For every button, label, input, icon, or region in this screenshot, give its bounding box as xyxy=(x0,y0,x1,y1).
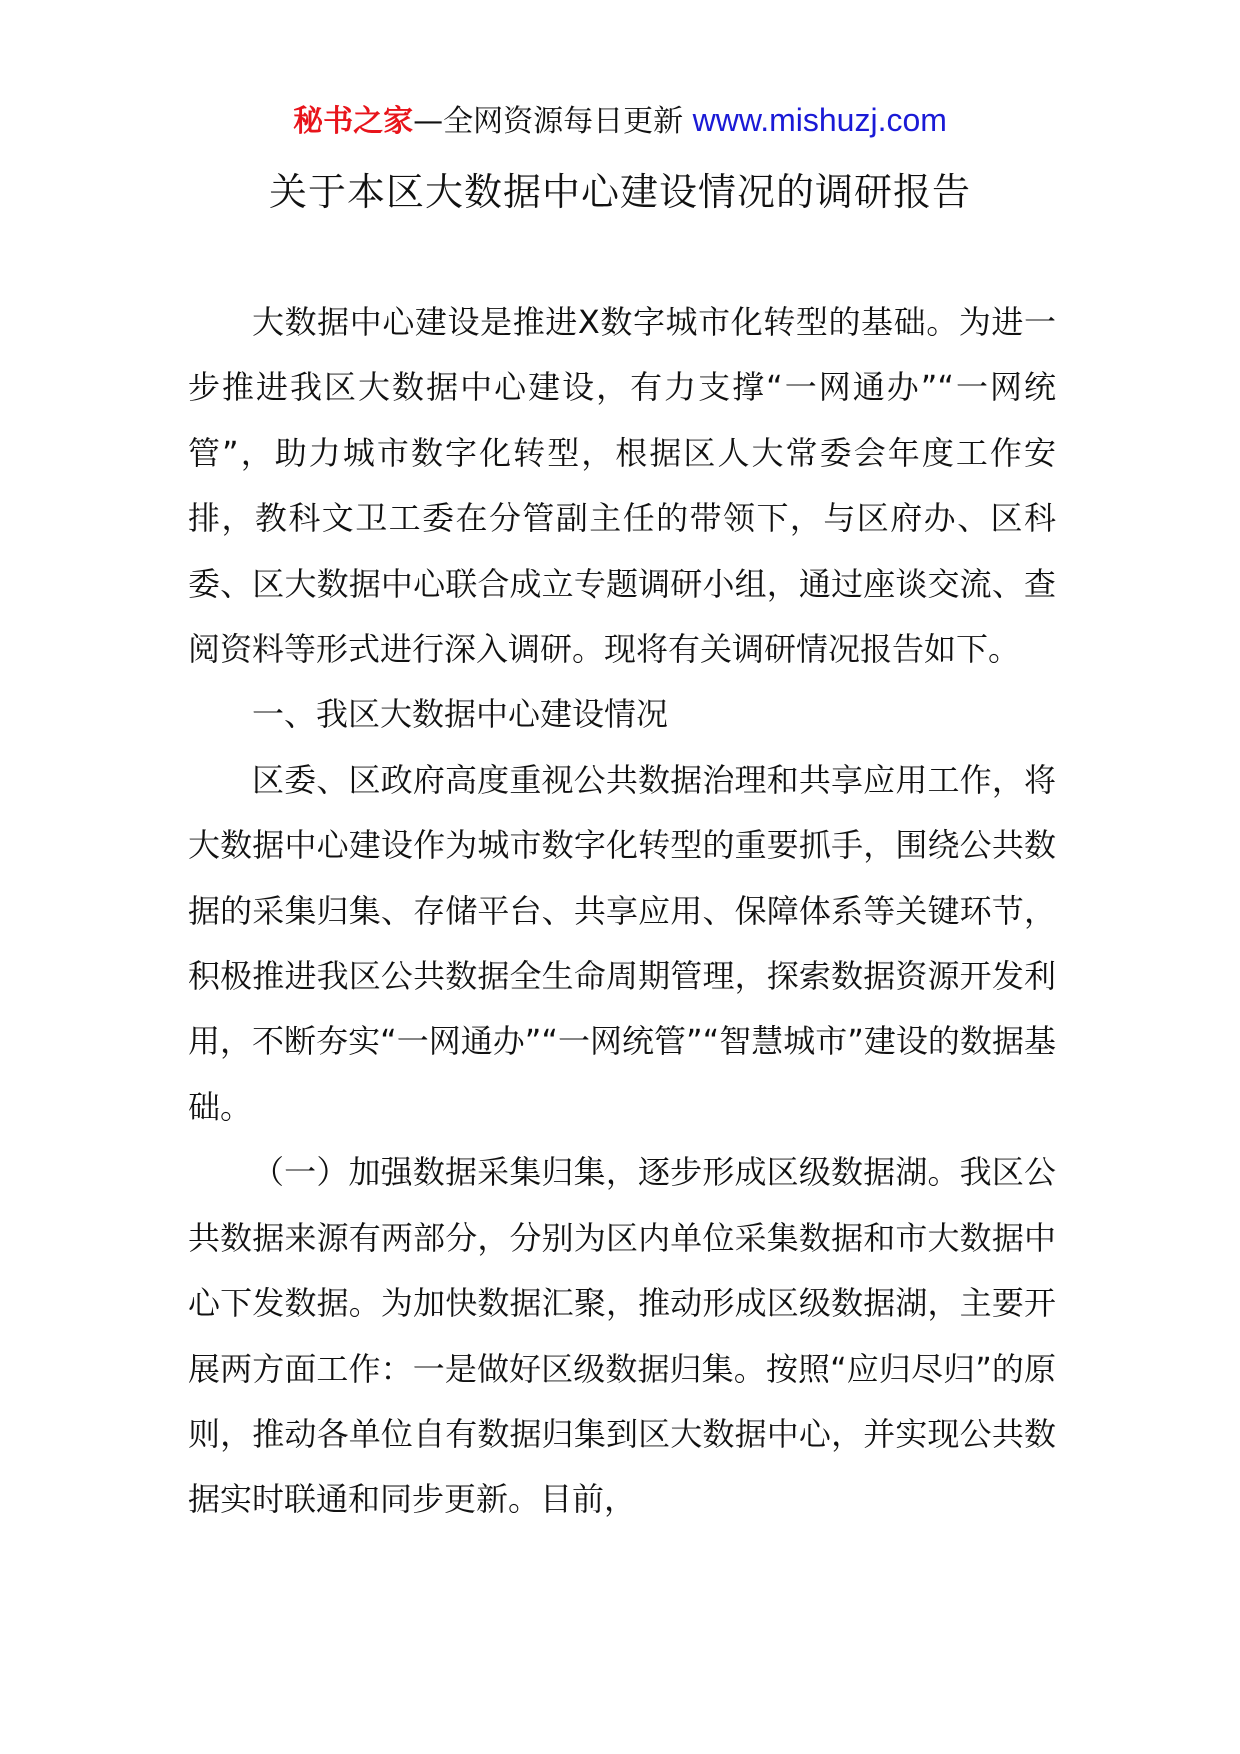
paragraph-overview: 区委、区政府高度重视公共数据治理和共享应用工作，将大数据中心建设作为城市数字化转型的重要抓手，围绕公共数据的采集归集、存储平台、共享应用、保障体系等关键环节，积极推进我区公共数据全生命周期管理，探索数据资源开发利用，不断夯实“一网通办”“一网统管”“智慧城市”建设的数据基础。 xyxy=(188,760,1056,1126)
header-slogan: —全网资源每日更新 xyxy=(413,104,684,139)
paragraph-intro: 大数据中心建设是推进X数字城市化转型的基础。为进一步推进我区大数据中心建设，有力支撑“一网通办”“一网统管”，助力城市数字化转型，根据区人大常委会年度工作安排，教科文卫工委在分管副主任的带领下，与区府办、区科委、区大数据中心联合成立专题调研小组，通过座谈交流、查阅资料等形式进行深入调研。现将有关调研情况报告如下。 xyxy=(188,303,1056,669)
brand-name[interactable]: 秘书之家 xyxy=(293,104,414,139)
site-url-link[interactable]: www.mishuzj.com xyxy=(692,102,947,138)
document-title: 关于本区大数据中心建设情况的调研报告 xyxy=(268,170,971,214)
document-body xyxy=(188,290,1056,1533)
site-header xyxy=(0,98,1240,144)
section-heading: 一、我区大数据中心建设情况 xyxy=(252,695,669,734)
paragraph-subsection-1: （一）加强数据采集归集，逐步形成区级数据湖。我区公共数据来源有两部分，分别为区内单位采集数据和市大数据中心下发数据。为加快数据汇聚，推动形成区级数据湖，主要开展两方面工作：一是做好区级数据归集。按照“应归尽归”的原则，推动各单位自有数据归集到区大数据中心，并实现公共数据实时联通和同步更新。目前， xyxy=(188,1153,1056,1519)
